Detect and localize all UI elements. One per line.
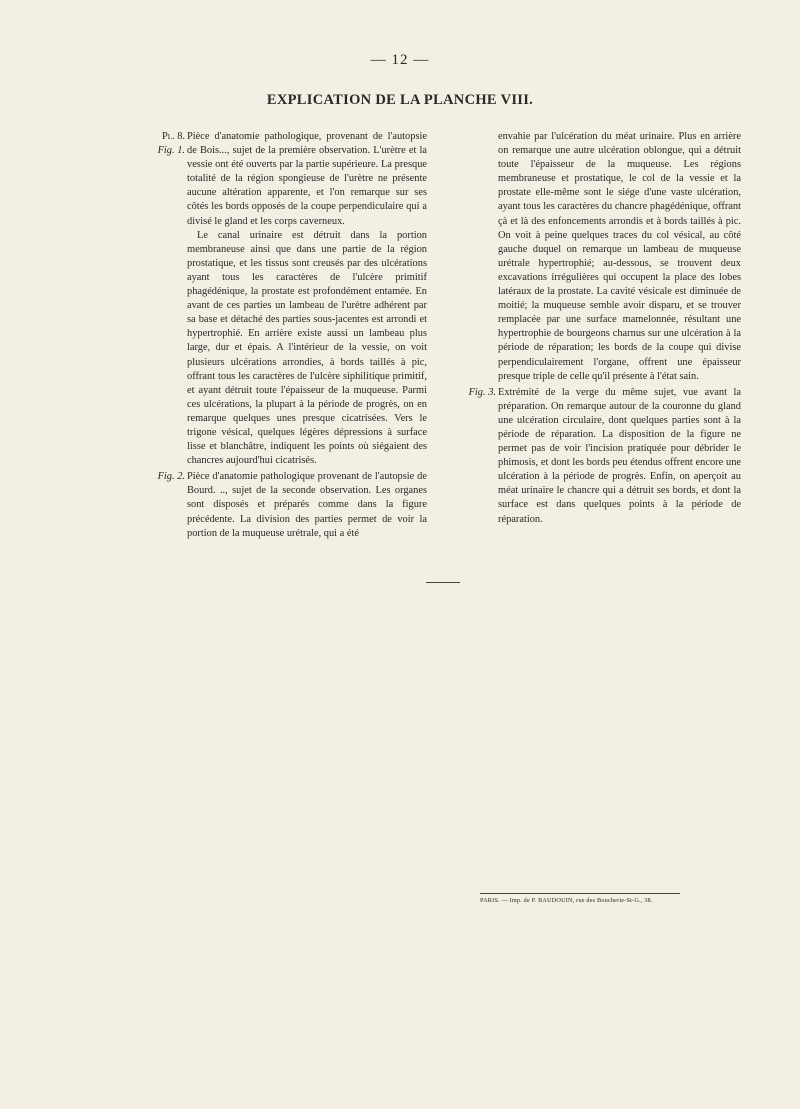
page-title: EXPLICATION DE LA PLANCHE VIII. bbox=[266, 92, 534, 108]
figure-3-paragraph-1: Extrémité de la verge du même sujet, vue avant la préparation. On remarque autour de la couronne du gland une ulcération circulaire, dont quelques parties sont à la période de réparation. La disposition de la figure ne permet pas de voir l'incision pratiquée pour débrider le phimosis, et dont les bords peu étendus offrent encore une ulcération à la période de progrès. Enfin, on aperçoit au méat urinaire le chancre qui a détruit ses bords, et dont la surface est dans quelques points à la période de réparation. bbox=[498, 386, 741, 525]
figure-entry-2 bbox=[157, 470, 427, 540]
figure-2-paragraph-1-part-b: envahie par l'ulcération du méat urinaire. Plus en arrière on remarque une autre ulcération oblongue, qui a détruit toute l'épaisseur de la muqueuse. Les régions membraneuse et prostatique, le col de la vessie et la prostate elle-même sont le siége d'une vaste ulcération, ayant tous les caractères du chancre phagédénique, offrant çà et là des enfoncements arrondis et à bords taillés à pic. On voit à peine quelques traces du col vésical, au côté gauche duquel on remarque un lambeau de muqueuse urétrale hypertrophié; au-dessous, se trouvent deux excavations irrégulières qui occupent la place des lobes latéraux de la prostate. La cavité vésicale est diminuée de moitié; la muqueuse semble avoir disparu, et se trouver remplacée par une surface mamelonnée, résultant une hypertrophie de bourgeons charnus sur une ulcération à la période de réparation; les bords de la coupe qui divise perpendiculairement l'organe, offrent une épaisseur presque triple de celle qu'il présente à l'état sain. bbox=[498, 131, 741, 382]
figure-entry-3 bbox=[468, 386, 741, 527]
figure-2-paragraph-1-part-a: Pièce d'anatomie pathologique provenant de l'autopsie de Bourd. .., sujet de la seconde observation. Les organes sont disposés et préparés comme dans la figure précédente. La division des parties permet de voir la portion de la muqueuse urétrale, qui a été bbox=[187, 471, 427, 539]
figure-entry-2-continued bbox=[498, 130, 741, 384]
figure-1-paragraph-1: Pièce d'anatomie pathologique, provenant de l'autopsie de Bois..., sujet de la première observation. L'urètre et la vessie ont été ouverts par la partie supérieure. La presque totalité de la région spongieuse de l'urètre ne présente aucune altération apparente, et l'on remarque sur ses côtés les bords opposés de la coupe perpendiculaire qui a divisé le gland et les corps caverneux. bbox=[187, 131, 427, 227]
figure-entry-1 bbox=[157, 130, 427, 468]
figure-label-2: Fig. 2. bbox=[157, 471, 185, 483]
printer-imprint: PARIS. — Imp. de P. BAUDOUIN, rue des Boucherie-St-G., 38. bbox=[480, 897, 653, 904]
imprint-rule bbox=[480, 893, 680, 894]
text-column-right bbox=[468, 130, 741, 527]
plate-label: Pl. 8. bbox=[161, 131, 185, 142]
text-column-left bbox=[157, 130, 427, 541]
figure-label-1: Fig. 1. bbox=[157, 145, 185, 157]
page-number: — 12 — bbox=[370, 52, 430, 68]
section-divider bbox=[426, 582, 460, 583]
figure-label-3: Fig. 3. bbox=[468, 386, 496, 398]
figure-1-paragraph-2: Le canal urinaire est détruit dans la portion membraneuse ainsi que dans une partie de la région prostatique, et les tissus sont creusés par des ulcérations ayant tous les caractères de l'ulcère primitif phagédénique, la prostate est profondément entamée. En avant de ces parties un lambeau de l'urètre adhérent par sa base et détaché des parties sous-jacentes est arrondi et hypertrophié. En arrière existe aussi un lambeau plus large, dur et épais. A l'intérieur de la vessie, on voit plusieurs ulcérations arrondies, à bords taillés à pic, offrant tous les caractères de l'ulcère siphilitique primitif, et ayant détruit toute l'épaisseur de la muqueuse. Parmi ces ulcérations, la plupart à la période de progrès, on en remarque quelques unes presque cicatrisées. Vers le trigone vésical, quelques légères dépressions à surface lisse et blanchâtre, indiquent les points où siégaient des chancres aujourd'hui cicatrisés. bbox=[187, 229, 427, 467]
